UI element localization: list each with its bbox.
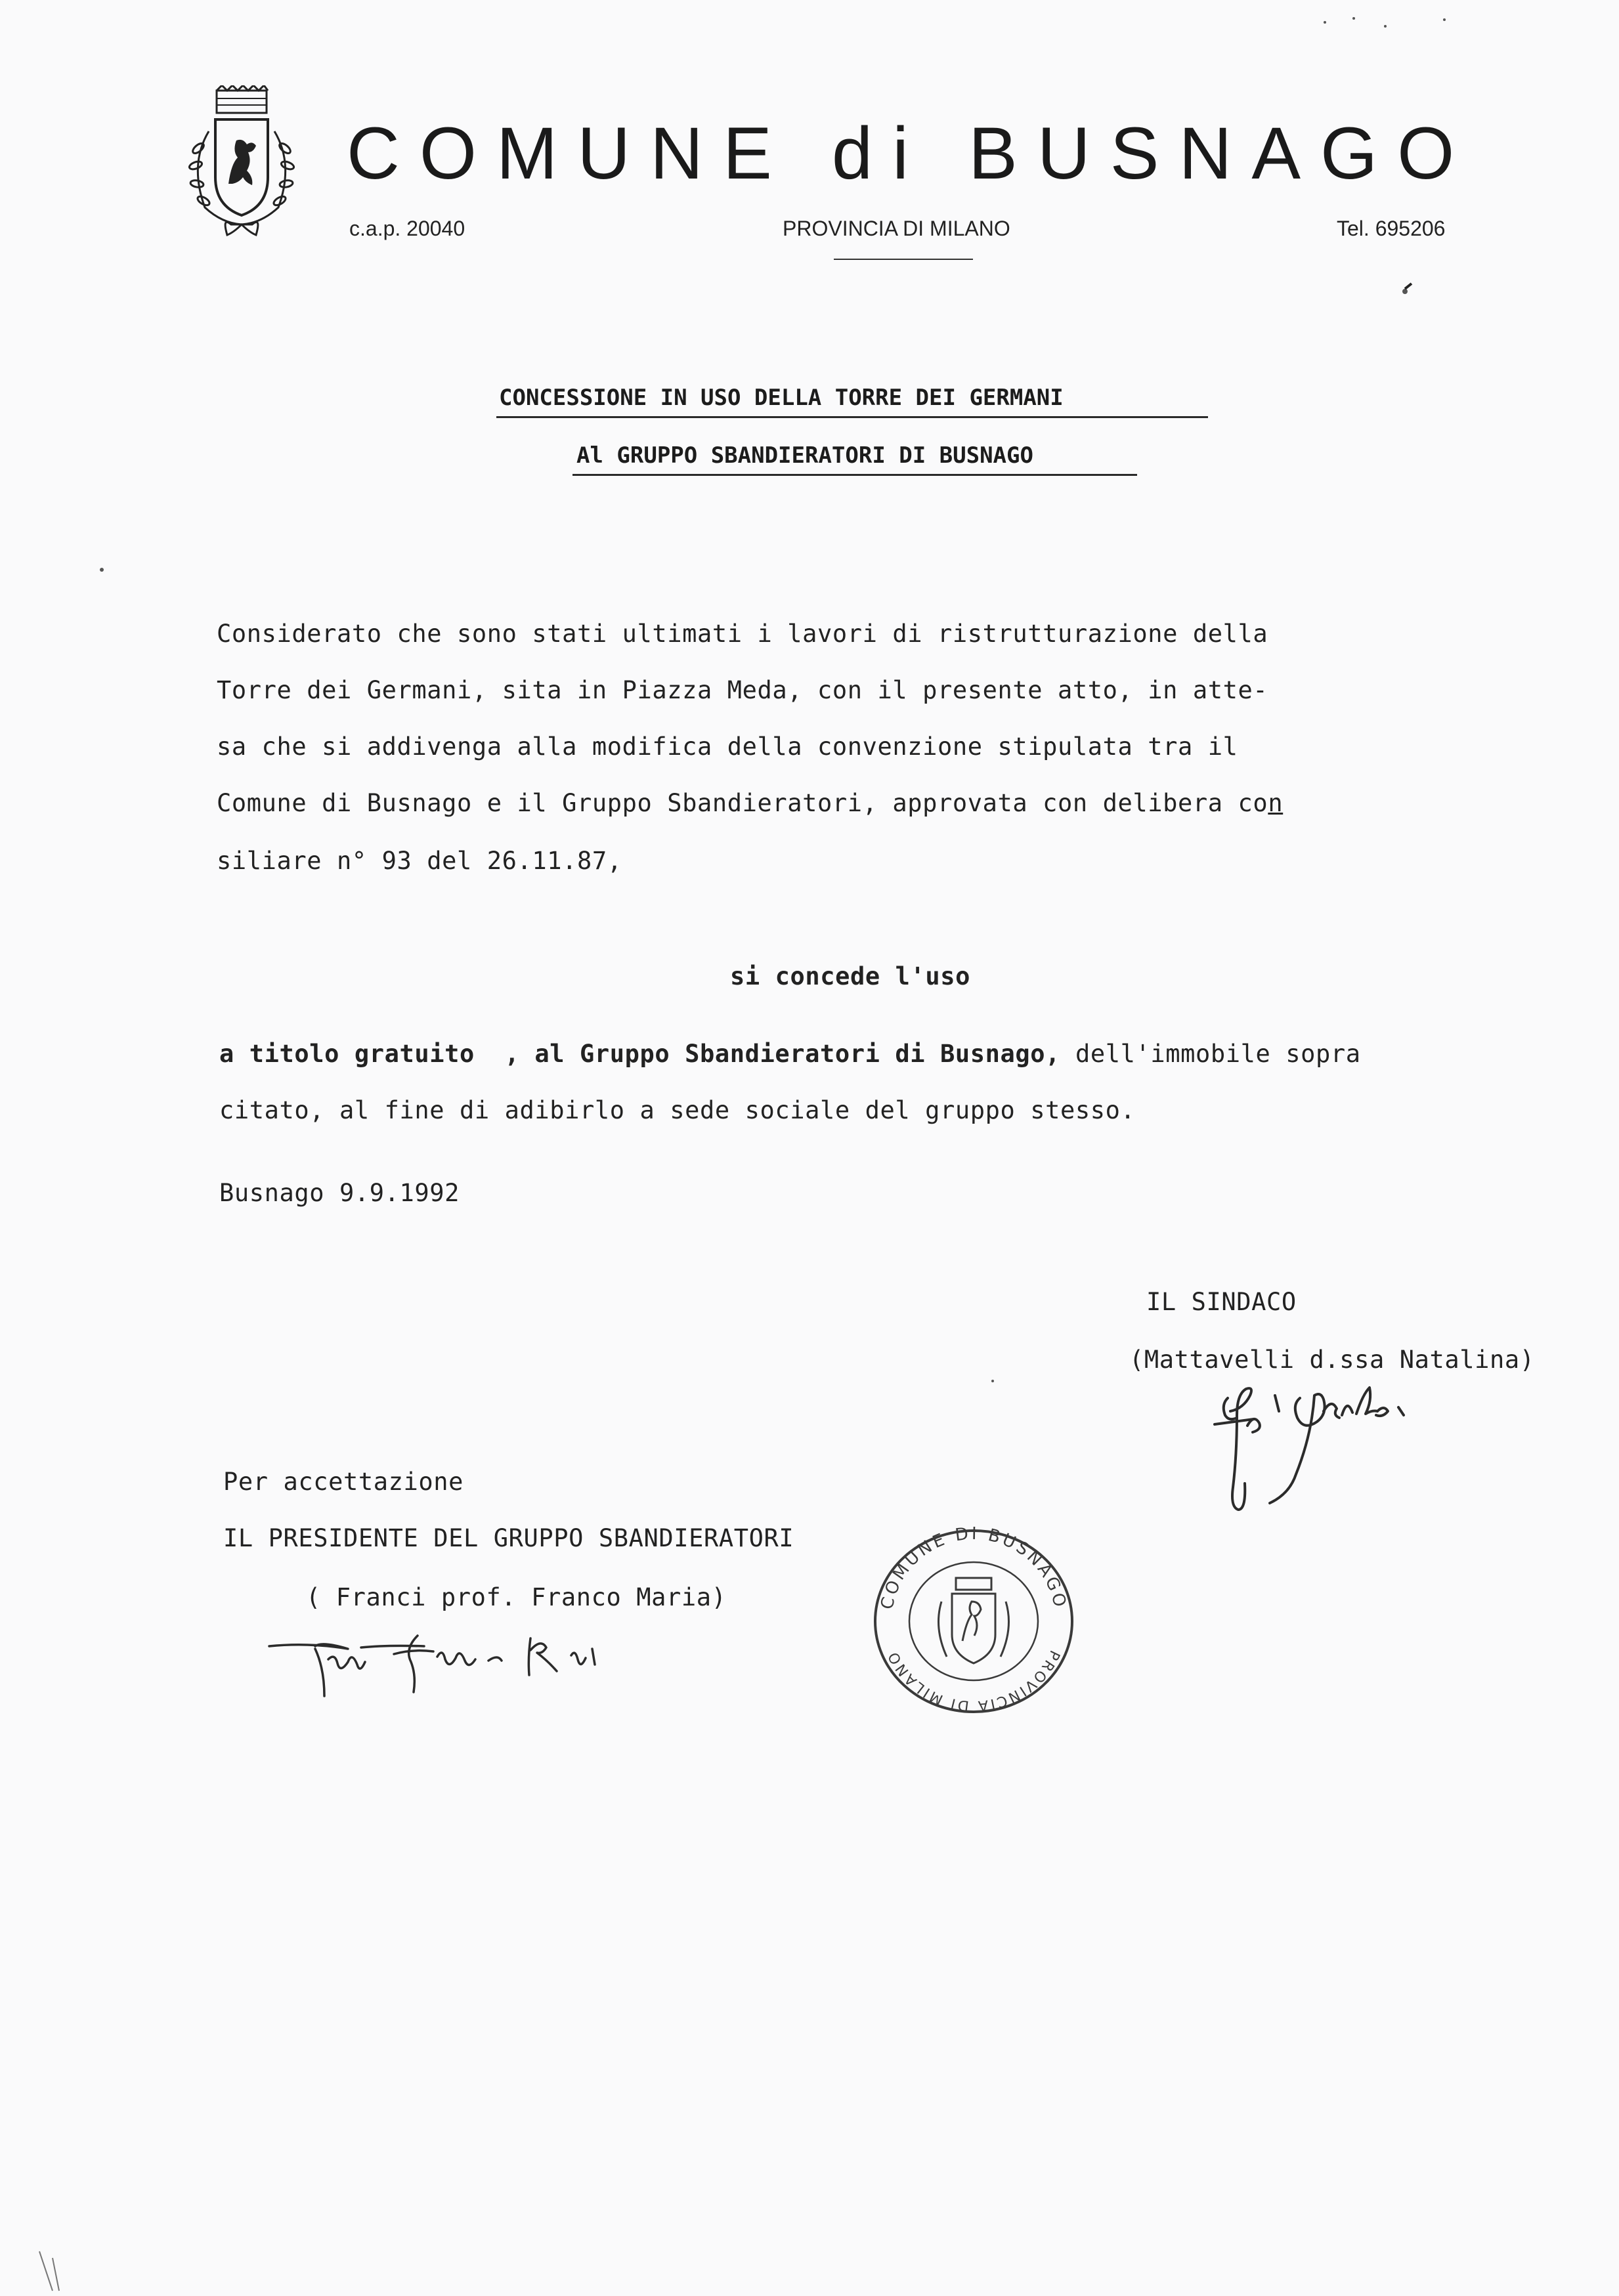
municipality-title: COMUNE di BUSNAGO: [347, 112, 1475, 194]
body-line-1: Considerato che sono stati ultimati i lavori di ristrutturazione della: [217, 620, 1268, 648]
place-date: Busnago 9.9.1992: [219, 1179, 460, 1207]
mayor-name: (Mattavelli d.ssa Natalina): [1129, 1346, 1535, 1374]
subject-underline-1: [496, 416, 1208, 418]
subject-underline-2: [572, 474, 1137, 476]
body-line-3: sa che si addivenga alla modifica della convenzione stipulata tra il: [217, 733, 1238, 761]
province: PROVINCIA DI MILANO: [783, 217, 1010, 240]
stamp-text-bottom: PROVINCIA DI MILANO: [884, 1648, 1063, 1714]
clause-line-1: [219, 1040, 1361, 1068]
postal-code: c.a.p. 20040: [349, 217, 465, 240]
body-line-4: [217, 789, 1283, 817]
mayor-title: IL SINDACO: [1146, 1288, 1297, 1316]
letterhead-divider: [834, 259, 973, 260]
telephone: Tel. 695206: [1337, 217, 1446, 240]
body-line-4-underlined: n: [1268, 789, 1284, 817]
subject-line-1: CONCESSIONE IN USO DELLA TORRE DEI GERMANI: [499, 385, 1064, 411]
concession-heading: si concede l'uso: [730, 962, 971, 990]
coat-of-arms-icon: [176, 85, 307, 236]
clause-rest: dell'immobile sopra: [1060, 1040, 1361, 1068]
clause-line-2: citato, al fine di adibirlo a sede sociale del gruppo stesso.: [219, 1096, 1136, 1124]
body-line-5: siliare n° 93 del 26.11.87,: [217, 847, 622, 875]
official-stamp-icon: [865, 1523, 1082, 1720]
body-line-2: Torre dei Germani, sita in Piazza Meda, con il presente atto, in atte-: [217, 676, 1268, 704]
president-title: IL PRESIDENTE DEL GRUPPO SBANDIERATORI: [223, 1524, 794, 1552]
mayor-signature: [1201, 1372, 1477, 1523]
body-line-4-text: Comune di Busnago e il Gruppo Sbandieratori, approvata con delibera co: [217, 789, 1268, 817]
president-name: ( Franci prof. Franco Maria): [306, 1583, 727, 1611]
subject-line-2: Al GRUPPO SBANDIERATORI DI BUSNAGO: [576, 442, 1033, 469]
acceptance-label: Per accettazione: [223, 1468, 464, 1496]
stamp-text-top: COMUNE DI BUSNAGO: [877, 1523, 1070, 1611]
svg-text:COMUNE DI BUSNAGO: [877, 1524, 1070, 1611]
clause-bold: a titolo gratuito , al Gruppo Sbandieratori di Busnago,: [219, 1040, 1061, 1068]
president-signature: [263, 1620, 670, 1705]
